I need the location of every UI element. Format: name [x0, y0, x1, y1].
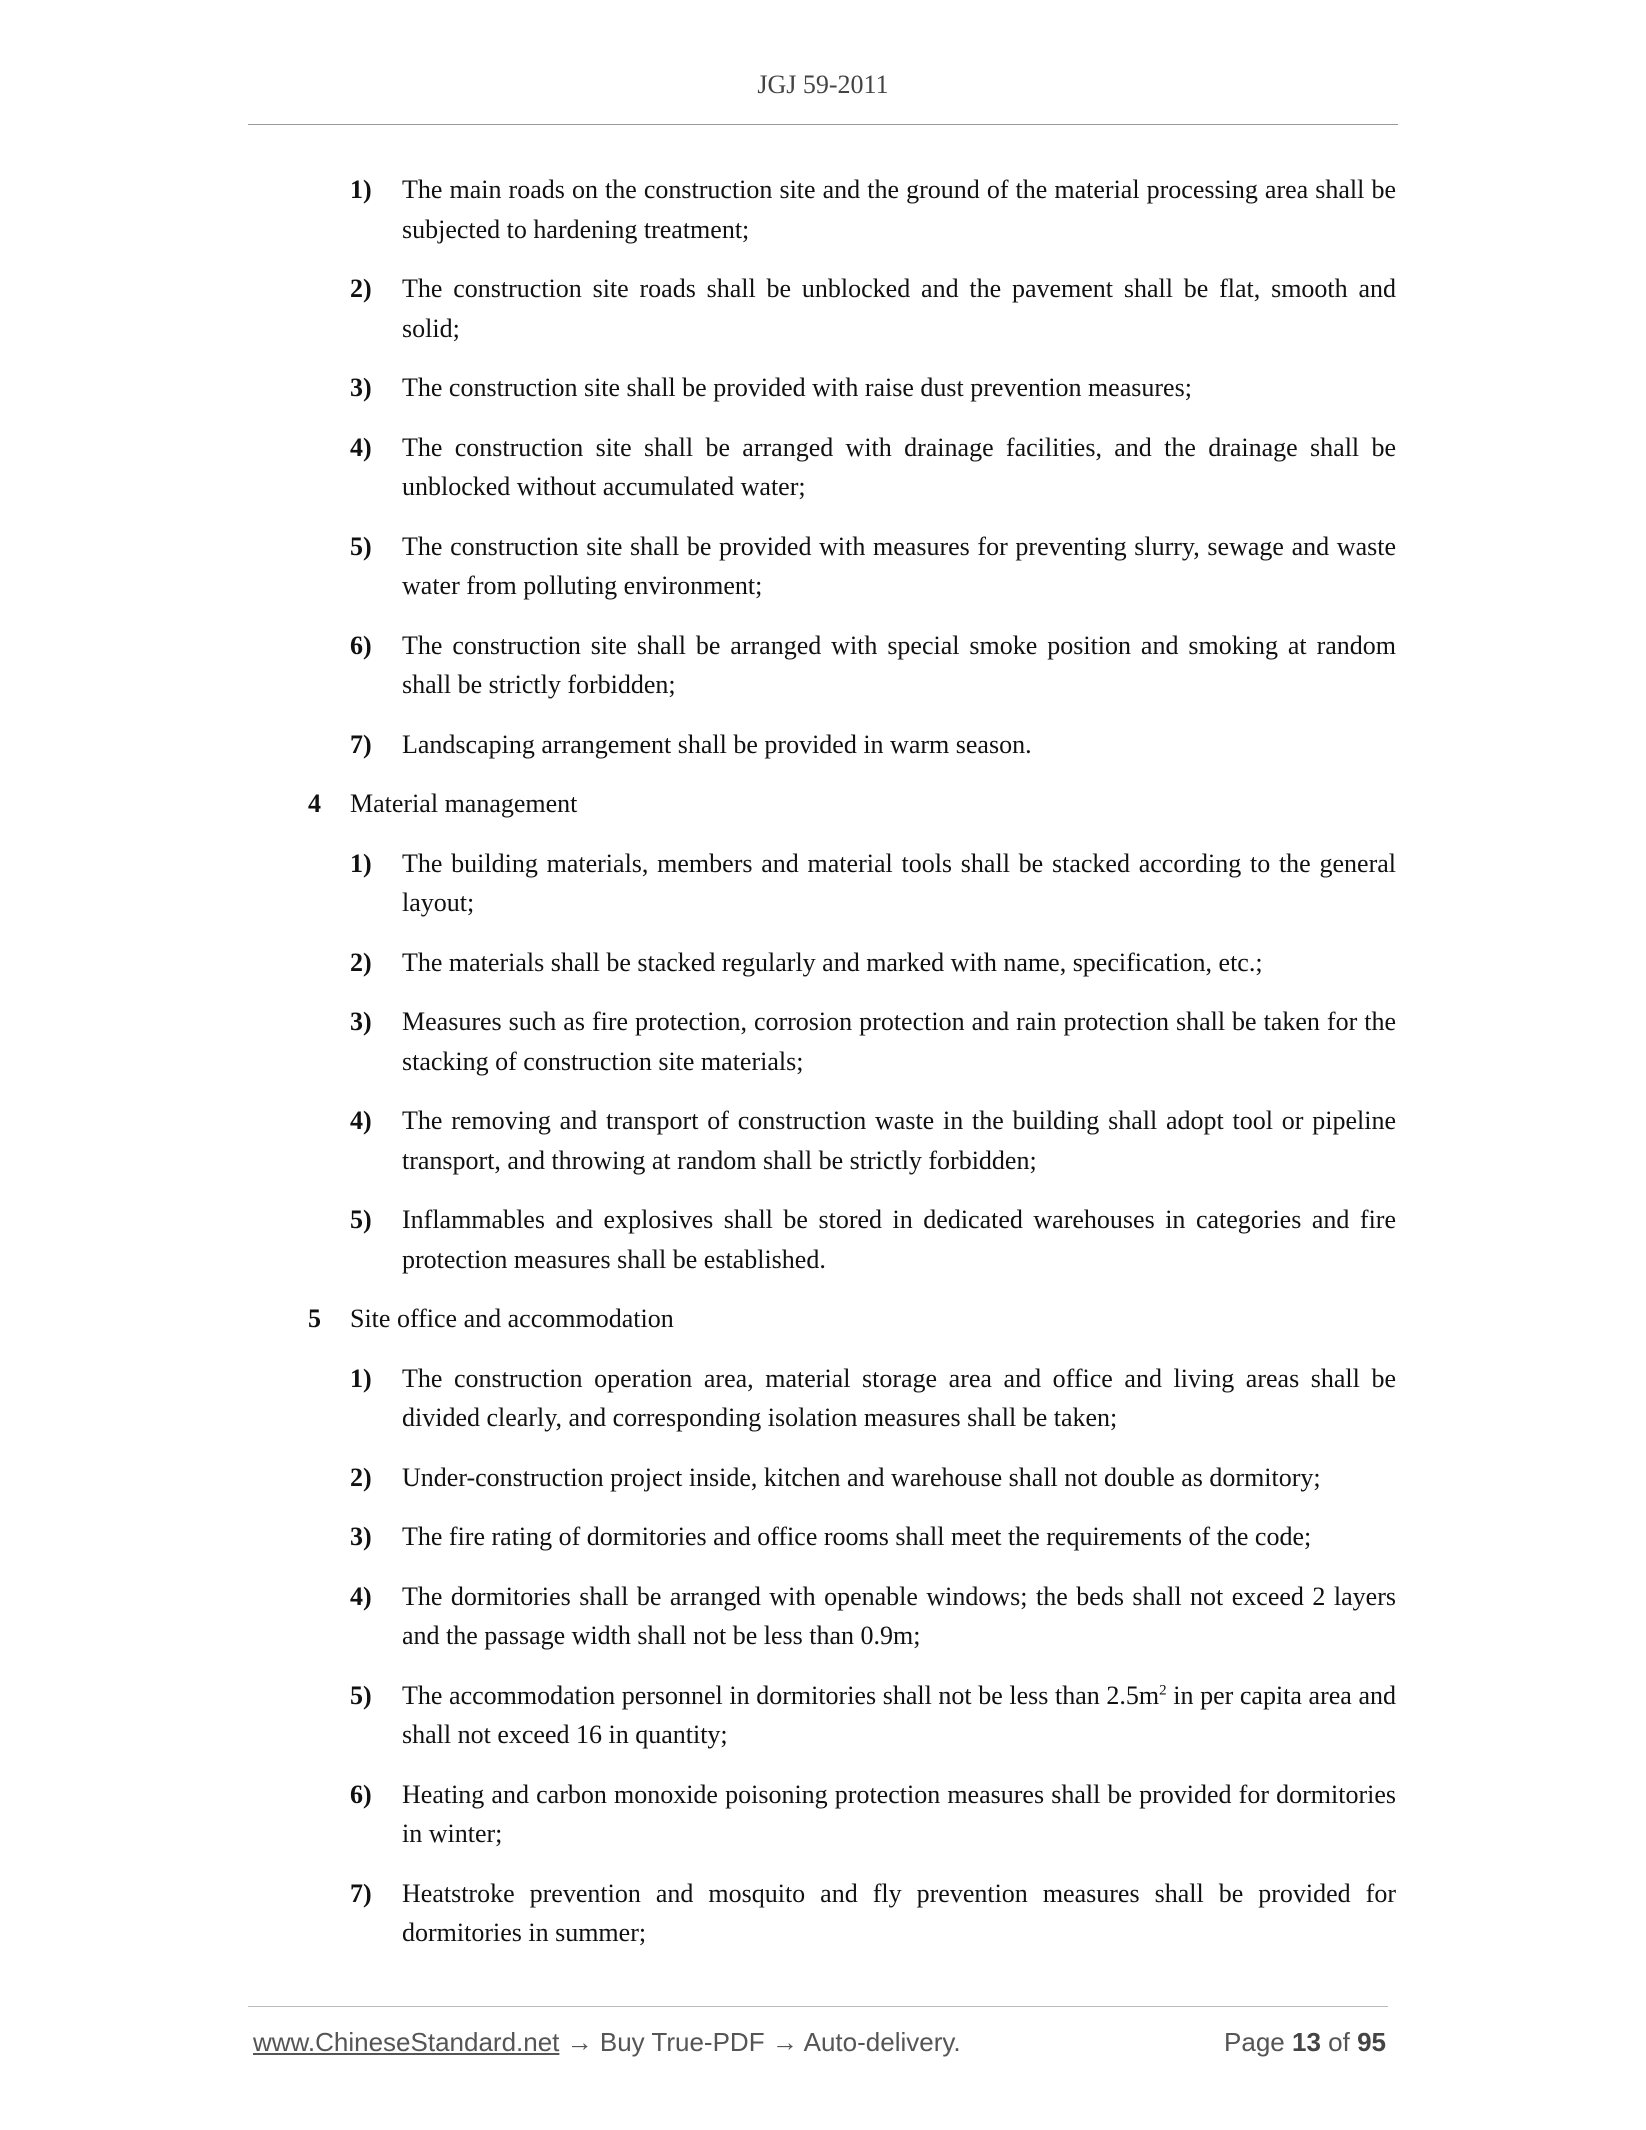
item-number: 1): [350, 848, 372, 878]
list-item: [300, 170, 1396, 249]
list-item: [300, 1874, 1396, 1953]
item-number: 2): [350, 274, 372, 303]
item-text: Site office and accommodation: [350, 1304, 674, 1333]
item-text: The construction site shall be provided with raise dust prevention measures;: [402, 373, 1192, 402]
of-label: of: [1328, 2027, 1350, 2057]
list-item: [300, 1775, 1396, 1854]
section-heading: [300, 1299, 1396, 1339]
list-item: [300, 943, 1396, 983]
list-item: [300, 269, 1396, 348]
item-text: The removing and transport of construction waste in the building shall adopt tool or pipeline transport, and throwing at random shall be strictly forbidden;: [402, 1106, 1396, 1175]
header-divider: [248, 124, 1398, 125]
item-number: 5: [308, 1304, 321, 1333]
list-item: [300, 1577, 1396, 1656]
item-number: 4): [350, 432, 372, 462]
item-number: 1): [350, 1363, 372, 1393]
item-text: The building materials, members and material tools shall be stacked according to the general layout;: [402, 848, 1396, 917]
page-header-title: JGJ 59-2011: [757, 70, 889, 99]
item-text: The construction site shall be arranged with special smoke position and smoking at random shall be strictly forbidden;: [402, 630, 1396, 699]
item-text: Heatstroke prevention and mosquito and fly prevention measures shall be provided for dormitories in summer;: [402, 1878, 1396, 1947]
item-number: 5): [350, 1680, 372, 1710]
item-number: 3): [350, 1007, 372, 1036]
item-text: Inflammables and explosives shall be stored in dedicated warehouses in categories and fire protection measures shall be established.: [402, 1205, 1396, 1274]
item-text: The main roads on the construction site and the ground of the material processing area shall be subjected to hardening treatment;: [402, 175, 1396, 244]
item-text-part: in per capita area and shall not exceed 16 in quantity;: [402, 1680, 1396, 1749]
buy-text: Buy True-PDF: [599, 2027, 765, 2057]
item-number: 2): [350, 1462, 372, 1492]
item-text: The construction site roads shall be unblocked and the pavement shall be flat, smooth and solid;: [402, 274, 1396, 343]
arrow-icon: →: [771, 2027, 798, 2057]
footer-divider: [248, 2006, 1388, 2007]
item-number: 3): [350, 373, 372, 402]
list-item: [300, 428, 1396, 507]
arrow-icon: →: [566, 2027, 593, 2057]
item-text: Landscaping arrangement shall be provided in warm season.: [402, 729, 1032, 759]
section-heading: [300, 784, 1396, 824]
item-text: [402, 1676, 1396, 1755]
list-item: [300, 1200, 1396, 1279]
item-number: 7): [350, 729, 372, 759]
page-footer: [253, 2027, 1386, 2058]
document-body: [300, 170, 1396, 1973]
item-text: The materials shall be stacked regularly and marked with name, specification, etc.;: [402, 947, 1263, 977]
item-number: 6): [350, 630, 372, 660]
list-item: [300, 1101, 1396, 1180]
total-pages: 95: [1357, 2027, 1386, 2057]
website-link[interactable]: www.ChineseStandard.net: [253, 2027, 560, 2057]
footer-promo: [253, 2027, 961, 2058]
item-number: 4: [308, 789, 321, 818]
item-number: 4): [350, 1581, 372, 1611]
item-number: 4): [350, 1106, 372, 1135]
item-text: The construction site shall be provided with measures for preventing slurry, sewage and waste water from polluting environment;: [402, 531, 1396, 600]
list-item: [300, 1359, 1396, 1438]
list-item: [300, 368, 1396, 408]
page-indicator: [1224, 2027, 1386, 2058]
delivery-text: Auto-delivery.: [803, 2027, 961, 2057]
item-text: The construction operation area, material storage area and office and living areas shall be divided clearly, and corresponding isolation measures shall be taken;: [402, 1363, 1396, 1432]
list-item: [300, 1002, 1396, 1081]
item-text: Material management: [350, 789, 578, 818]
item-text: Under-construction project inside, kitchen and warehouse shall not double as dormitory;: [402, 1462, 1321, 1492]
list-item: [300, 725, 1396, 765]
item-text: Heating and carbon monoxide poisoning protection measures shall be provided for dormitories in winter;: [402, 1779, 1396, 1848]
superscript: 2: [1159, 1681, 1167, 1698]
item-number: 5): [350, 1205, 372, 1234]
item-number: 7): [350, 1878, 372, 1908]
item-number: 1): [350, 175, 372, 204]
item-text: The construction site shall be arranged with drainage facilities, and the drainage shall be unblocked without accumulated water;: [402, 432, 1396, 501]
item-text: The fire rating of dormitories and office rooms shall meet the requirements of the code;: [402, 1522, 1312, 1551]
list-item: [300, 1676, 1396, 1755]
item-text: Measures such as fire protection, corrosion protection and rain protection shall be taken for the stacking of construction site materials;: [402, 1007, 1396, 1076]
item-number: 5): [350, 531, 372, 561]
page-label: Page: [1224, 2027, 1285, 2057]
list-item: [300, 527, 1396, 606]
page-number: 13: [1292, 2027, 1321, 2057]
list-item: [300, 626, 1396, 705]
list-item: [300, 844, 1396, 923]
item-number: 3): [350, 1522, 372, 1551]
list-item: [300, 1517, 1396, 1557]
item-number: 2): [350, 947, 372, 977]
list-item: [300, 1458, 1396, 1498]
item-text: The dormitories shall be arranged with openable windows; the beds shall not exceed 2 layers and the passage width shall not be less than 0.9m;: [402, 1581, 1396, 1650]
item-text-part: The accommodation personnel in dormitories shall not be less than 2.5m: [402, 1680, 1160, 1710]
item-number: 6): [350, 1779, 372, 1809]
